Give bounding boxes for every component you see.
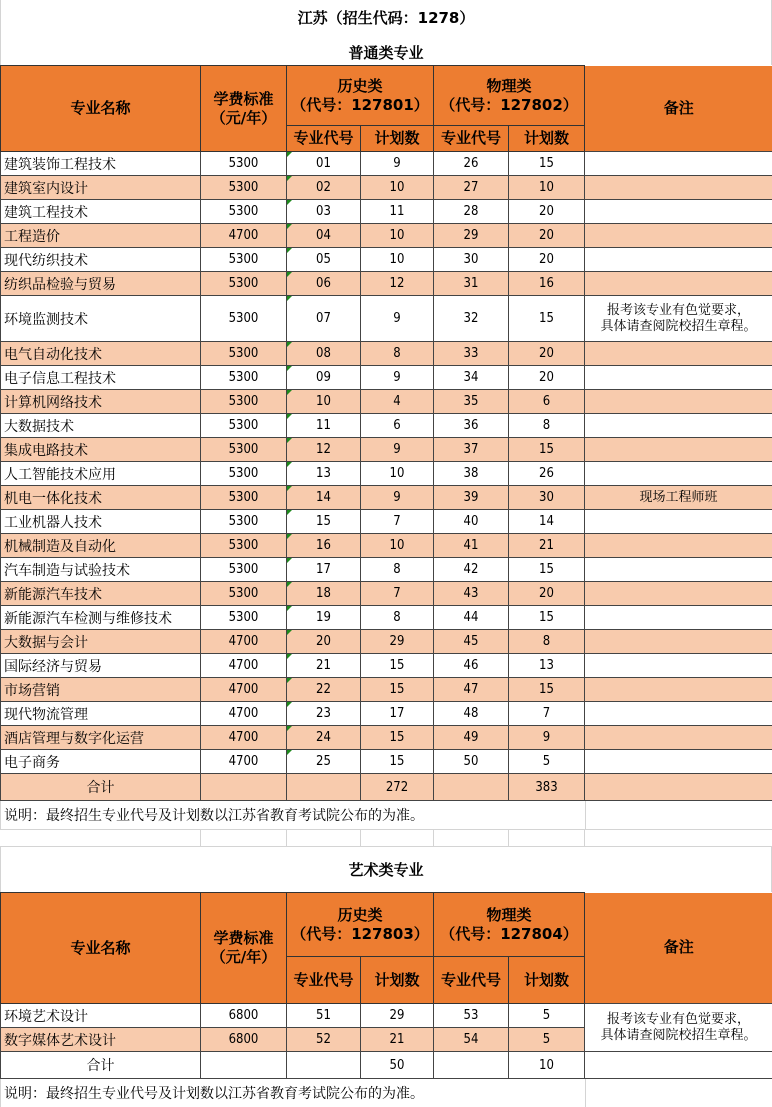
table-row bbox=[1, 176, 772, 200]
empty-cell bbox=[585, 774, 772, 801]
major-name: 汽车制造与试验技术 bbox=[1, 558, 201, 582]
note-line1: 报考该专业有色觉要求， bbox=[585, 303, 772, 319]
major-name: 数字媒体艺术设计 bbox=[1, 1028, 201, 1052]
art-header-tuition-line2: （元/年） bbox=[201, 948, 286, 967]
physics-plan: 20 bbox=[509, 200, 585, 224]
physics-plan: 16 bbox=[509, 272, 585, 296]
history-code: 06 bbox=[287, 272, 361, 296]
tuition: 5300 bbox=[201, 462, 287, 486]
physics-plan: 15 bbox=[509, 438, 585, 462]
tuition: 4700 bbox=[201, 750, 287, 774]
history-plan: 29 bbox=[361, 1004, 434, 1028]
table-row bbox=[1, 414, 772, 438]
empty-cell bbox=[201, 774, 287, 801]
major-name: 集成电路技术 bbox=[1, 438, 201, 462]
physics-code: 35 bbox=[434, 390, 509, 414]
tuition: 4700 bbox=[201, 654, 287, 678]
table-row bbox=[1, 462, 772, 486]
table-row bbox=[1, 272, 772, 296]
history-plan: 21 bbox=[361, 1028, 434, 1052]
history-code: 01 bbox=[287, 152, 361, 176]
tuition: 4700 bbox=[201, 702, 287, 726]
art-header-history-plan: 计划数 bbox=[361, 957, 434, 1004]
note bbox=[585, 726, 772, 750]
note bbox=[585, 582, 772, 606]
history-plan: 6 bbox=[361, 414, 434, 438]
major-name: 酒店管理与数字化运营 bbox=[1, 726, 201, 750]
physics-code: 34 bbox=[434, 366, 509, 390]
tuition: 5300 bbox=[201, 414, 287, 438]
physics-code: 29 bbox=[434, 224, 509, 248]
tuition: 5300 bbox=[201, 152, 287, 176]
table-row bbox=[1, 726, 772, 750]
art-section-title: 艺术类专业 bbox=[0, 847, 772, 892]
major-name: 市场营销 bbox=[1, 678, 201, 702]
table-row bbox=[1, 558, 772, 582]
header-tuition-line1: 学费标准 bbox=[201, 90, 286, 109]
page-title: 江苏（招生代码：1278） bbox=[0, 0, 772, 34]
history-plan: 10 bbox=[361, 462, 434, 486]
header-history-code: 专业代号 bbox=[287, 126, 361, 152]
tuition: 5300 bbox=[201, 486, 287, 510]
physics-code: 26 bbox=[434, 152, 509, 176]
major-name: 纺织品检验与贸易 bbox=[1, 272, 201, 296]
physics-plan: 10 bbox=[509, 176, 585, 200]
table-row bbox=[1, 654, 772, 678]
history-code: 18 bbox=[287, 582, 361, 606]
table-row bbox=[1, 248, 772, 272]
major-name: 机电一体化技术 bbox=[1, 486, 201, 510]
note bbox=[585, 438, 772, 462]
physics-code: 45 bbox=[434, 630, 509, 654]
total-label: 合计 bbox=[1, 774, 201, 801]
note bbox=[585, 630, 772, 654]
table-row bbox=[1, 678, 772, 702]
tuition: 6800 bbox=[201, 1004, 287, 1028]
empty-cell bbox=[585, 1052, 772, 1079]
note bbox=[585, 248, 772, 272]
physics-code: 44 bbox=[434, 606, 509, 630]
header-physics-group bbox=[434, 66, 585, 126]
tuition: 5300 bbox=[201, 200, 287, 224]
major-name: 新能源汽车检测与维修技术 bbox=[1, 606, 201, 630]
table-row bbox=[1, 1004, 772, 1028]
major-name: 工业机器人技术 bbox=[1, 510, 201, 534]
major-name: 建筑工程技术 bbox=[1, 200, 201, 224]
history-plan: 15 bbox=[361, 678, 434, 702]
physics-code: 48 bbox=[434, 702, 509, 726]
major-name: 新能源汽车技术 bbox=[1, 582, 201, 606]
major-name: 建筑装饰工程技术 bbox=[1, 152, 201, 176]
note: 现场工程师班 bbox=[585, 486, 772, 510]
history-code: 11 bbox=[287, 414, 361, 438]
physics-plan: 8 bbox=[509, 630, 585, 654]
tuition: 5300 bbox=[201, 366, 287, 390]
major-name: 电子信息工程技术 bbox=[1, 366, 201, 390]
major-name: 建筑室内设计 bbox=[1, 176, 201, 200]
tuition: 4700 bbox=[201, 678, 287, 702]
note bbox=[585, 152, 772, 176]
history-code: 09 bbox=[287, 366, 361, 390]
tuition: 5300 bbox=[201, 390, 287, 414]
art-header-tuition-line1: 学费标准 bbox=[201, 929, 286, 948]
history-plan: 9 bbox=[361, 366, 434, 390]
physics-plan: 15 bbox=[509, 606, 585, 630]
physics-plan: 13 bbox=[509, 654, 585, 678]
table-row bbox=[1, 606, 772, 630]
total-history-plan: 50 bbox=[361, 1052, 434, 1079]
art-header-physics-plan: 计划数 bbox=[509, 957, 585, 1004]
header-history-group bbox=[287, 66, 434, 126]
history-code: 23 bbox=[287, 702, 361, 726]
history-code: 05 bbox=[287, 248, 361, 272]
table-row bbox=[1, 438, 772, 462]
history-plan: 10 bbox=[361, 224, 434, 248]
physics-plan: 14 bbox=[509, 510, 585, 534]
header-history-plan: 计划数 bbox=[361, 126, 434, 152]
tuition: 5300 bbox=[201, 342, 287, 366]
physics-code: 37 bbox=[434, 438, 509, 462]
history-plan: 7 bbox=[361, 510, 434, 534]
note bbox=[585, 272, 772, 296]
physics-code: 41 bbox=[434, 534, 509, 558]
note bbox=[585, 678, 772, 702]
art-header-history-line2: （代号：127803） bbox=[287, 925, 433, 944]
history-code: 12 bbox=[287, 438, 361, 462]
history-code: 14 bbox=[287, 486, 361, 510]
total-row bbox=[1, 1052, 772, 1079]
note bbox=[585, 558, 772, 582]
history-plan: 10 bbox=[361, 534, 434, 558]
major-name: 现代物流管理 bbox=[1, 702, 201, 726]
art-header-history-group bbox=[287, 893, 434, 957]
blank-row bbox=[0, 829, 772, 847]
physics-plan: 21 bbox=[509, 534, 585, 558]
note bbox=[585, 342, 772, 366]
major-name: 工程造价 bbox=[1, 224, 201, 248]
history-plan: 9 bbox=[361, 296, 434, 342]
table-row bbox=[1, 200, 772, 224]
physics-code: 47 bbox=[434, 678, 509, 702]
art-header-note: 备注 bbox=[585, 893, 772, 1004]
physics-code: 31 bbox=[434, 272, 509, 296]
history-code: 21 bbox=[287, 654, 361, 678]
art-header-physics-line1: 物理类 bbox=[434, 906, 584, 925]
physics-code: 32 bbox=[434, 296, 509, 342]
tuition: 5300 bbox=[201, 558, 287, 582]
major-name: 电气自动化技术 bbox=[1, 342, 201, 366]
history-code: 24 bbox=[287, 726, 361, 750]
physics-code: 39 bbox=[434, 486, 509, 510]
header-physics-line2: （代号：127802） bbox=[434, 96, 584, 115]
tuition: 6800 bbox=[201, 1028, 287, 1052]
physics-code: 43 bbox=[434, 582, 509, 606]
art-header-history-line1: 历史类 bbox=[287, 906, 433, 925]
total-label: 合计 bbox=[1, 1052, 201, 1079]
header-physics-code: 专业代号 bbox=[434, 126, 509, 152]
table-row bbox=[1, 296, 772, 342]
history-plan: 15 bbox=[361, 750, 434, 774]
physics-plan: 15 bbox=[509, 152, 585, 176]
physics-plan: 15 bbox=[509, 558, 585, 582]
major-name: 国际经济与贸易 bbox=[1, 654, 201, 678]
general-section-title: 普通类专业 bbox=[0, 34, 772, 65]
tuition: 5300 bbox=[201, 606, 287, 630]
table-row bbox=[1, 342, 772, 366]
major-name: 计算机网络技术 bbox=[1, 390, 201, 414]
note bbox=[585, 702, 772, 726]
physics-plan: 20 bbox=[509, 248, 585, 272]
history-code: 03 bbox=[287, 200, 361, 224]
note bbox=[585, 200, 772, 224]
tuition: 5300 bbox=[201, 438, 287, 462]
physics-code: 50 bbox=[434, 750, 509, 774]
history-code: 02 bbox=[287, 176, 361, 200]
empty-cell bbox=[287, 774, 361, 801]
history-code: 51 bbox=[287, 1004, 361, 1028]
physics-plan: 6 bbox=[509, 390, 585, 414]
tuition: 5300 bbox=[201, 534, 287, 558]
physics-code: 36 bbox=[434, 414, 509, 438]
art-remark: 说明：最终招生专业代号及计划数以江苏省教育考试院公布的为准。 bbox=[0, 1079, 772, 1107]
history-plan: 17 bbox=[361, 702, 434, 726]
table-row bbox=[1, 510, 772, 534]
note bbox=[585, 534, 772, 558]
tuition: 4700 bbox=[201, 224, 287, 248]
history-code: 15 bbox=[287, 510, 361, 534]
header-tuition-line2: （元/年） bbox=[201, 109, 286, 128]
major-name: 环境监测技术 bbox=[1, 296, 201, 342]
empty-cell bbox=[434, 774, 509, 801]
empty-cell bbox=[201, 1052, 287, 1079]
major-name: 机械制造及自动化 bbox=[1, 534, 201, 558]
history-plan: 8 bbox=[361, 342, 434, 366]
art-header-physics-code: 专业代号 bbox=[434, 957, 509, 1004]
physics-plan: 20 bbox=[509, 342, 585, 366]
physics-code: 27 bbox=[434, 176, 509, 200]
history-plan: 10 bbox=[361, 176, 434, 200]
physics-code: 33 bbox=[434, 342, 509, 366]
tuition: 4700 bbox=[201, 726, 287, 750]
physics-plan: 15 bbox=[509, 678, 585, 702]
header-major-name: 专业名称 bbox=[1, 66, 201, 152]
table-row bbox=[1, 152, 772, 176]
tuition: 5300 bbox=[201, 176, 287, 200]
note bbox=[585, 654, 772, 678]
physics-plan: 15 bbox=[509, 296, 585, 342]
note bbox=[585, 414, 772, 438]
physics-plan: 7 bbox=[509, 702, 585, 726]
major-name: 环境艺术设计 bbox=[1, 1004, 201, 1028]
header-note: 备注 bbox=[585, 66, 772, 152]
history-code: 04 bbox=[287, 224, 361, 248]
art-header-physics-group bbox=[434, 893, 585, 957]
history-code: 22 bbox=[287, 678, 361, 702]
note bbox=[585, 224, 772, 248]
physics-plan: 30 bbox=[509, 486, 585, 510]
note bbox=[585, 606, 772, 630]
physics-plan: 5 bbox=[509, 1028, 585, 1052]
history-code: 10 bbox=[287, 390, 361, 414]
table-row bbox=[1, 534, 772, 558]
history-code: 16 bbox=[287, 534, 361, 558]
physics-plan: 8 bbox=[509, 414, 585, 438]
tuition: 5300 bbox=[201, 510, 287, 534]
history-plan: 29 bbox=[361, 630, 434, 654]
history-code: 25 bbox=[287, 750, 361, 774]
history-code: 13 bbox=[287, 462, 361, 486]
physics-plan: 20 bbox=[509, 582, 585, 606]
art-header-history-code: 专业代号 bbox=[287, 957, 361, 1004]
physics-plan: 20 bbox=[509, 366, 585, 390]
major-name: 现代纺织技术 bbox=[1, 248, 201, 272]
history-plan: 11 bbox=[361, 200, 434, 224]
major-name: 人工智能技术应用 bbox=[1, 462, 201, 486]
physics-code: 30 bbox=[434, 248, 509, 272]
header-physics-plan: 计划数 bbox=[509, 126, 585, 152]
table-row bbox=[1, 486, 772, 510]
physics-code: 38 bbox=[434, 462, 509, 486]
art-header-physics-line2: （代号：127804） bbox=[434, 925, 584, 944]
tuition: 5300 bbox=[201, 248, 287, 272]
general-majors-table bbox=[0, 65, 772, 801]
physics-code: 42 bbox=[434, 558, 509, 582]
note bbox=[585, 366, 772, 390]
physics-code: 28 bbox=[434, 200, 509, 224]
major-name: 大数据技术 bbox=[1, 414, 201, 438]
major-name: 大数据与会计 bbox=[1, 630, 201, 654]
history-plan: 10 bbox=[361, 248, 434, 272]
physics-code: 46 bbox=[434, 654, 509, 678]
total-row bbox=[1, 774, 772, 801]
history-code: 20 bbox=[287, 630, 361, 654]
table-row bbox=[1, 390, 772, 414]
tuition: 5300 bbox=[201, 582, 287, 606]
physics-plan: 20 bbox=[509, 224, 585, 248]
history-plan: 8 bbox=[361, 606, 434, 630]
header-history-line2: （代号：127801） bbox=[287, 96, 433, 115]
history-plan: 15 bbox=[361, 726, 434, 750]
note bbox=[585, 750, 772, 774]
art-majors-table bbox=[0, 892, 772, 1079]
history-plan: 15 bbox=[361, 654, 434, 678]
note bbox=[585, 176, 772, 200]
physics-plan: 5 bbox=[509, 1004, 585, 1028]
total-physics-plan: 10 bbox=[509, 1052, 585, 1079]
history-code: 17 bbox=[287, 558, 361, 582]
history-plan: 9 bbox=[361, 486, 434, 510]
table-row bbox=[1, 750, 772, 774]
history-plan: 7 bbox=[361, 582, 434, 606]
tuition: 5300 bbox=[201, 296, 287, 342]
note bbox=[585, 462, 772, 486]
physics-plan: 26 bbox=[509, 462, 585, 486]
table-row bbox=[1, 630, 772, 654]
note-line2: 具体请查阅院校招生章程。 bbox=[585, 319, 772, 335]
history-code: 19 bbox=[287, 606, 361, 630]
total-physics-plan: 383 bbox=[509, 774, 585, 801]
physics-plan: 5 bbox=[509, 750, 585, 774]
general-remark: 说明：最终招生专业代号及计划数以江苏省教育考试院公布的为准。 bbox=[0, 801, 772, 829]
physics-code: 53 bbox=[434, 1004, 509, 1028]
history-plan: 9 bbox=[361, 438, 434, 462]
physics-code: 40 bbox=[434, 510, 509, 534]
physics-code: 54 bbox=[434, 1028, 509, 1052]
header-physics-line1: 物理类 bbox=[434, 77, 584, 96]
table-row bbox=[1, 702, 772, 726]
history-code: 08 bbox=[287, 342, 361, 366]
history-plan: 4 bbox=[361, 390, 434, 414]
empty-cell bbox=[287, 1052, 361, 1079]
table-row bbox=[1, 224, 772, 248]
total-history-plan: 272 bbox=[361, 774, 434, 801]
table-row bbox=[1, 366, 772, 390]
physics-code: 49 bbox=[434, 726, 509, 750]
note-line2: 具体请查阅院校招生章程。 bbox=[585, 1028, 772, 1044]
empty-cell bbox=[434, 1052, 509, 1079]
header-tuition bbox=[201, 66, 287, 152]
history-plan: 12 bbox=[361, 272, 434, 296]
note-line1: 报考该专业有色觉要求， bbox=[585, 1012, 772, 1028]
art-header-tuition bbox=[201, 893, 287, 1004]
note bbox=[585, 1004, 772, 1052]
note bbox=[585, 510, 772, 534]
tuition: 5300 bbox=[201, 272, 287, 296]
tuition: 4700 bbox=[201, 630, 287, 654]
header-history-line1: 历史类 bbox=[287, 77, 433, 96]
major-name: 电子商务 bbox=[1, 750, 201, 774]
table-row bbox=[1, 582, 772, 606]
history-plan: 8 bbox=[361, 558, 434, 582]
art-header-major-name: 专业名称 bbox=[1, 893, 201, 1004]
physics-plan: 9 bbox=[509, 726, 585, 750]
history-code: 52 bbox=[287, 1028, 361, 1052]
note bbox=[585, 296, 772, 342]
history-plan: 9 bbox=[361, 152, 434, 176]
note bbox=[585, 390, 772, 414]
history-code: 07 bbox=[287, 296, 361, 342]
